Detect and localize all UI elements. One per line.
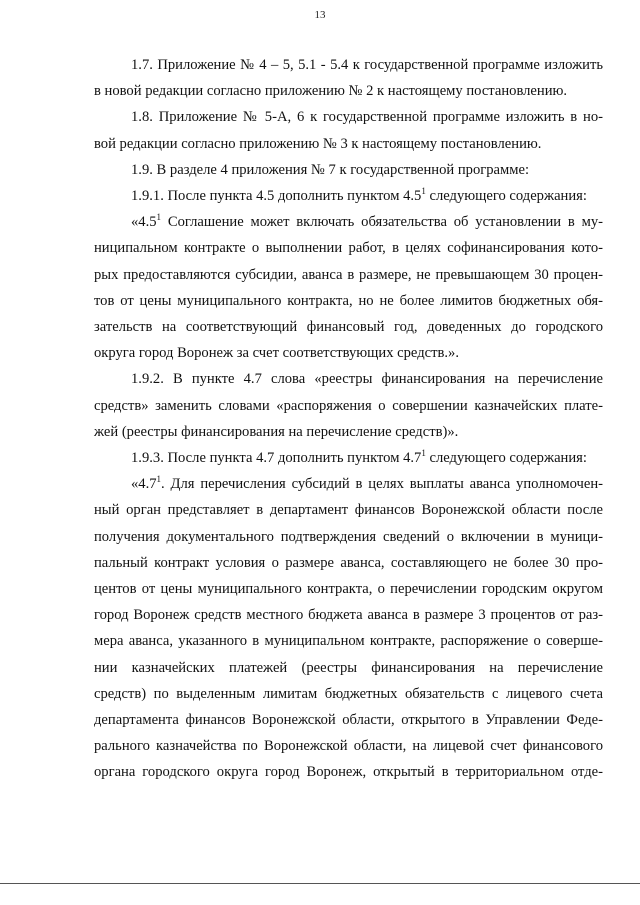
text-line: пальный контракт условия о размере аванса, составляющего не более 30 про- (94, 554, 603, 571)
text-line: 1.9. В разделе 4 приложения № 7 к государственной программе: (131, 161, 530, 178)
text-line (94, 471, 603, 497)
text-line: зательств на соответствующий финансовый год, доведенных до городского (94, 319, 603, 336)
superscript: 1 (421, 448, 426, 459)
paragraph-1-9-3 (94, 445, 603, 471)
text-fragment: 1.9.1. После пункта 4.5 дополнить пунктом 4.5 (131, 188, 422, 205)
text-line: тов от цены муниципального контракта, но не более лимитов бюджетных обя- (94, 292, 603, 309)
text-line: средств) по выделенным лимитам бюджетных обязательств с лицевого счета (94, 685, 603, 702)
text-fragment: следующего содержания: (425, 450, 587, 467)
paragraph-1-7 (94, 52, 603, 104)
paragraph-4-5-1 (94, 209, 603, 366)
text-line: 1.8. Приложение № 5-А, 6 к государственной программе изложить в но- (131, 109, 603, 126)
text-line: 1.7. Приложение № 4 – 5, 5.1 - 5.4 к государственной программе изложить (131, 57, 603, 73)
text-line: нии казначейских платежей (реестры финансирования на перечисление (94, 659, 603, 676)
superscript: 1 (156, 474, 162, 485)
text-fragment: 1.9.3. После пункта 4.7 дополнить пунктом 4.7 (131, 450, 422, 467)
text-fragment: . Для перечисления субсидий в целях выплаты аванса уполномочен- (161, 476, 603, 493)
text-line: органа городского округа город Воронеж, открытый в территориальном отде- (94, 764, 603, 781)
footer-rule (0, 883, 640, 884)
text-line: вой редакции согласно приложению № 3 к настоящему постановлению. (94, 135, 542, 152)
text-line: в новой редакции согласно приложению № 2 к настоящему постановлению. (94, 83, 568, 100)
text-line: ный орган представляет в департамент финансов Воронежской области после (94, 502, 603, 519)
text-line: рых предоставляются субсидии, аванса в размере, не превышающем 30 процен- (94, 266, 603, 283)
text-fragment: «4.5 (131, 214, 157, 231)
page-number: 13 (314, 9, 326, 21)
paragraph-1-9-2 (94, 366, 603, 445)
paragraph-4-7-1 (94, 471, 603, 785)
text-line: департамента финансов Воронежской области, открытого в Управлении Феде- (94, 712, 603, 729)
text-line (94, 209, 603, 235)
text-line: город Воронеж средств местного бюджета аванса в размере 3 процентов от раз- (94, 607, 603, 624)
paragraph-1-9-1 (94, 183, 603, 209)
text-line: средств» заменить словами «распоряжения о совершении казначейских плате- (94, 397, 603, 414)
text-line: жей (реестры финансирования на перечисление средств)». (94, 423, 459, 440)
text-fragment: Соглашение может включать обязательства об установлении в му- (161, 214, 603, 231)
text-line: рального казначейства по Воронежской области, на лицевой счет финансового (94, 738, 603, 755)
document-body (94, 52, 603, 786)
text-fragment: «4.7 (131, 476, 157, 493)
text-line (94, 445, 603, 471)
superscript: 1 (156, 212, 162, 223)
text-line: центов от цены муниципального контракта, о перечислении городским округом (94, 581, 603, 598)
text-line: 1.9.2. В пункте 4.7 слова «реестры финансирования на перечисление (131, 371, 603, 388)
text-line (94, 183, 603, 209)
text-line: мера аванса, указанного в муниципальном контракте, распоряжение о соверше- (94, 633, 603, 650)
paragraph-1-9 (94, 157, 603, 183)
text-fragment: следующего содержания: (425, 188, 587, 205)
text-line: получения документального подтверждения сведений о включении в муници- (94, 528, 603, 545)
superscript: 1 (421, 186, 426, 197)
text-line: округа город Воронеж за счет соответствующих средств.». (94, 345, 459, 362)
text-line: ниципальном контракте о выполнении работ, в целях софинансирования кото- (94, 240, 603, 257)
paragraph-1-8 (94, 104, 603, 156)
